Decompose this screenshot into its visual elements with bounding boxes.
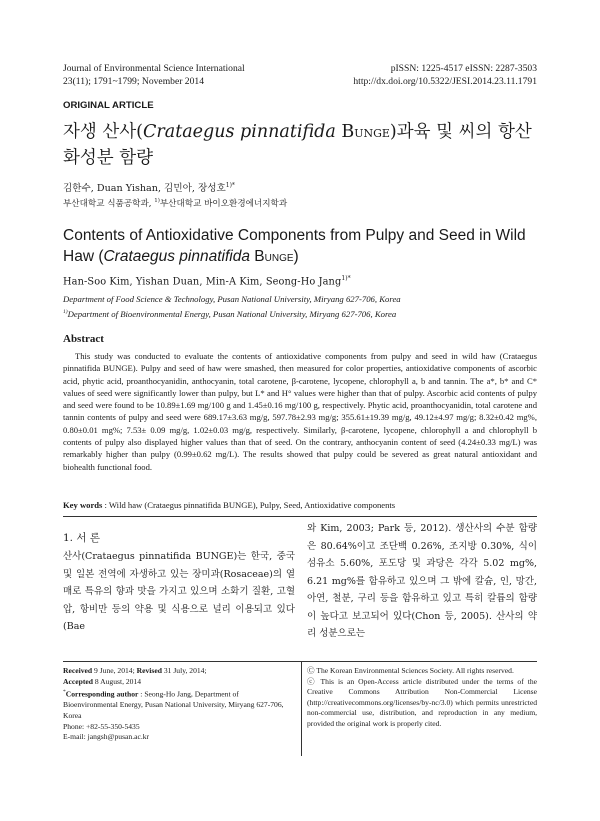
english-affiliations [63, 293, 401, 321]
received-date: 9 June, 2014; [92, 666, 137, 675]
korean-affiliation-sup: 1) [154, 198, 160, 205]
revised-label: Revised [136, 666, 162, 675]
section-heading: 1. 서 론 [63, 532, 100, 544]
keywords-text: : Wild haw (Crataegus pinnatifida BUNGE), Pulpy, Seed, Antioxidative components [102, 500, 396, 510]
english-title-pre: Contents of Antioxidative Components from Pulpy and Seed in Wild Haw ( [63, 227, 526, 265]
korean-title-species: Crataegus pinnatifida [143, 122, 336, 142]
english-title-species: Crataegus pinnatifida [103, 248, 250, 265]
affiliation-2-line [63, 306, 401, 321]
english-title-author-sub: UNGE [264, 253, 294, 264]
korean-authors-sup: 1)* [225, 181, 235, 189]
license-block [307, 666, 537, 730]
korean-title-author: B [335, 122, 355, 142]
received-label: Received [63, 666, 93, 675]
accepted-line [63, 677, 295, 688]
phone: Phone: +82-55-350-5435 [63, 721, 140, 731]
license-text: ⓒ This is an Open-Access article distributed under the terms of the Creative Commons Attribution Non-Commercial License (http://creativecommons.org/licenses/by-nc/3.0) which permits unrestricted non-commercial use, distribution, and reproduction in any medium, provided the original work is properly cited. [307, 676, 537, 728]
accepted-label: Accepted [63, 676, 93, 686]
korean-title-author-sub: UNGE [354, 127, 390, 140]
email-link[interactable]: E-mail: jangsh@pusan.ac.kr [63, 732, 150, 742]
journal-header [63, 63, 245, 88]
corr-label: Corresponding author [65, 689, 139, 699]
korean-affiliation-2: 부산대학교 바이오환경에너지학과 [159, 199, 288, 209]
korean-affiliation-1: 부산대학교 식품공학과, [63, 199, 155, 209]
korean-authors-text: 김한수, Duan Yishan, 김민아, 장성호 [63, 183, 226, 194]
korean-affiliation [63, 197, 287, 209]
doi-link[interactable]: http://dx.doi.org/10.5322/JESI.2014.23.11.1791 [353, 75, 537, 87]
journal-name: Journal of Environmental Science International [63, 63, 245, 74]
keywords-label: Key words [63, 500, 103, 510]
journal-issue: 23(11); 1791~1799; November 2014 [63, 75, 204, 87]
affiliation-1: Department of Food Science & Technology, Pusan National University, Miryang 627-706, Korea [63, 294, 401, 304]
abstract-heading: Abstract [63, 333, 104, 345]
corresponding-author: *Corresponding author : Seong-Ho Jang, Department of Bioenvironmental Energy, Pusan National University, Miryang 627-706, Korea [63, 689, 284, 720]
korean-title-post: )과육 및 씨의 항산화성분 함량 [63, 122, 532, 168]
footer-divider [63, 661, 537, 662]
journal-id-block [353, 63, 537, 88]
english-title-post: ) [293, 248, 299, 265]
received-line [63, 666, 295, 677]
keywords [63, 500, 537, 510]
english-authors-text: Han-Soo Kim, Yishan Duan, Min-A Kim, Seong-Ho Jang [63, 276, 342, 288]
korean-title [63, 120, 543, 170]
body-right-column: 와 Kim, 2003; Park 등, 2012). 생산사의 수분 함량은 80.64%이고 조단백 0.26%, 조지방 0.30%, 식이섬유소 5.60%, 포도당 및 과당은 각각 5.02 mg%, 6.21 mg%를 함유하고 있으며 그 밖에 칼슘, 인, 망간, 아연, 철분, 구리 등을 함유하고 있고 특히 칼륨의 함량이 높다고 보고되어 있다(Chon 등, 2005). 산사의 약리 성분으로는 [307, 523, 537, 639]
copyright-line: Ⓒ The Korean Environmental Sciences Society. All rights reserved. [307, 666, 514, 675]
korean-title-pre: 자생 산사( [63, 122, 144, 142]
english-title-author: B [249, 248, 265, 265]
english-title [63, 225, 543, 269]
english-authors [63, 275, 351, 287]
body-left-column: 산사(Crataegus pinnatifida BUNGE)는 한국, 중국 및 일본 전역에 자생하고 있는 장미과(Rosaceae)의 열매로 특유의 향과 맛을 가지고 있으며 소화기 질환, 고혈압, 항비만 등의 약용 및 식용으로 널리 이용되고 있다(Bae [63, 551, 295, 632]
article-type: ORIGINAL ARTICLE [63, 100, 154, 111]
revised-date: 31 July, 2014; [161, 666, 207, 675]
divider [63, 516, 537, 517]
affiliation-2-sup: 1) [63, 309, 68, 315]
affiliation-2: Department of Bioenvironmental Energy, Pusan National University, Miryang 627-706, Korea [67, 308, 397, 319]
issn: pISSN: 1225-4517 eISSN: 2287-3503 [390, 63, 537, 74]
corr-text: : Seong-Ho Jang, Department of Bioenvironmental Energy, Pusan National University, Miryang 627-706, Korea [63, 689, 284, 720]
abstract-text: This study was conducted to evaluate the contents of antioxidative components from pulpy and seed in wild haw (Crataegus pinnatifida BUNGE). Pulpy and seed of haw were smashed, then measured for color properties, antioxidative components of ascorbic acid, phytic acid, proanthocyanidin, anthocyanin, total carotene, β-carotene, lycopene, chlorophyll a, b and tannin. The a*, b* and C* values of seed were significantly lower than pulpy, but L* and H° values were higher than that of pulpy. Ascorbic acid contents of pulpy and seed were found to be 10.89±1.69 mg/100 g and 1.45±0.16 mg/100 g, respectively. Phytic acid, proanthocyanidin, total carotene and tannin contents of pulpy and seed were 689.17±3.63 mg/g, 597.78±2.93 mg/g; 355.61±19.39 mg/g, 49.12±4.97 mg/g; 8.32±0.42 mg%, 0.80±0.01 mg%; 7.53± 0.09 mg/g, 1.02±0.03 mg/g, respectively. Similarly, β-carotene, lycopene, chlorophyll a and chlorophyll b contents of pulpy also displayed higher values than that of seed. On the contrary, anthocyanin content of seed (4.24±0.33 mg/L) was remarkably higher than pulpy (0.99±0.62 mg/L). The results showed that pulpy could be severed as great natural antioxidant and biohealth functional food. [63, 351, 537, 472]
footnote-block [63, 666, 295, 743]
footer-column-divider [301, 662, 302, 756]
korean-authors [63, 180, 235, 194]
accepted-date: 8 August, 2014 [92, 676, 142, 686]
english-authors-sup: 1)* [341, 275, 351, 282]
